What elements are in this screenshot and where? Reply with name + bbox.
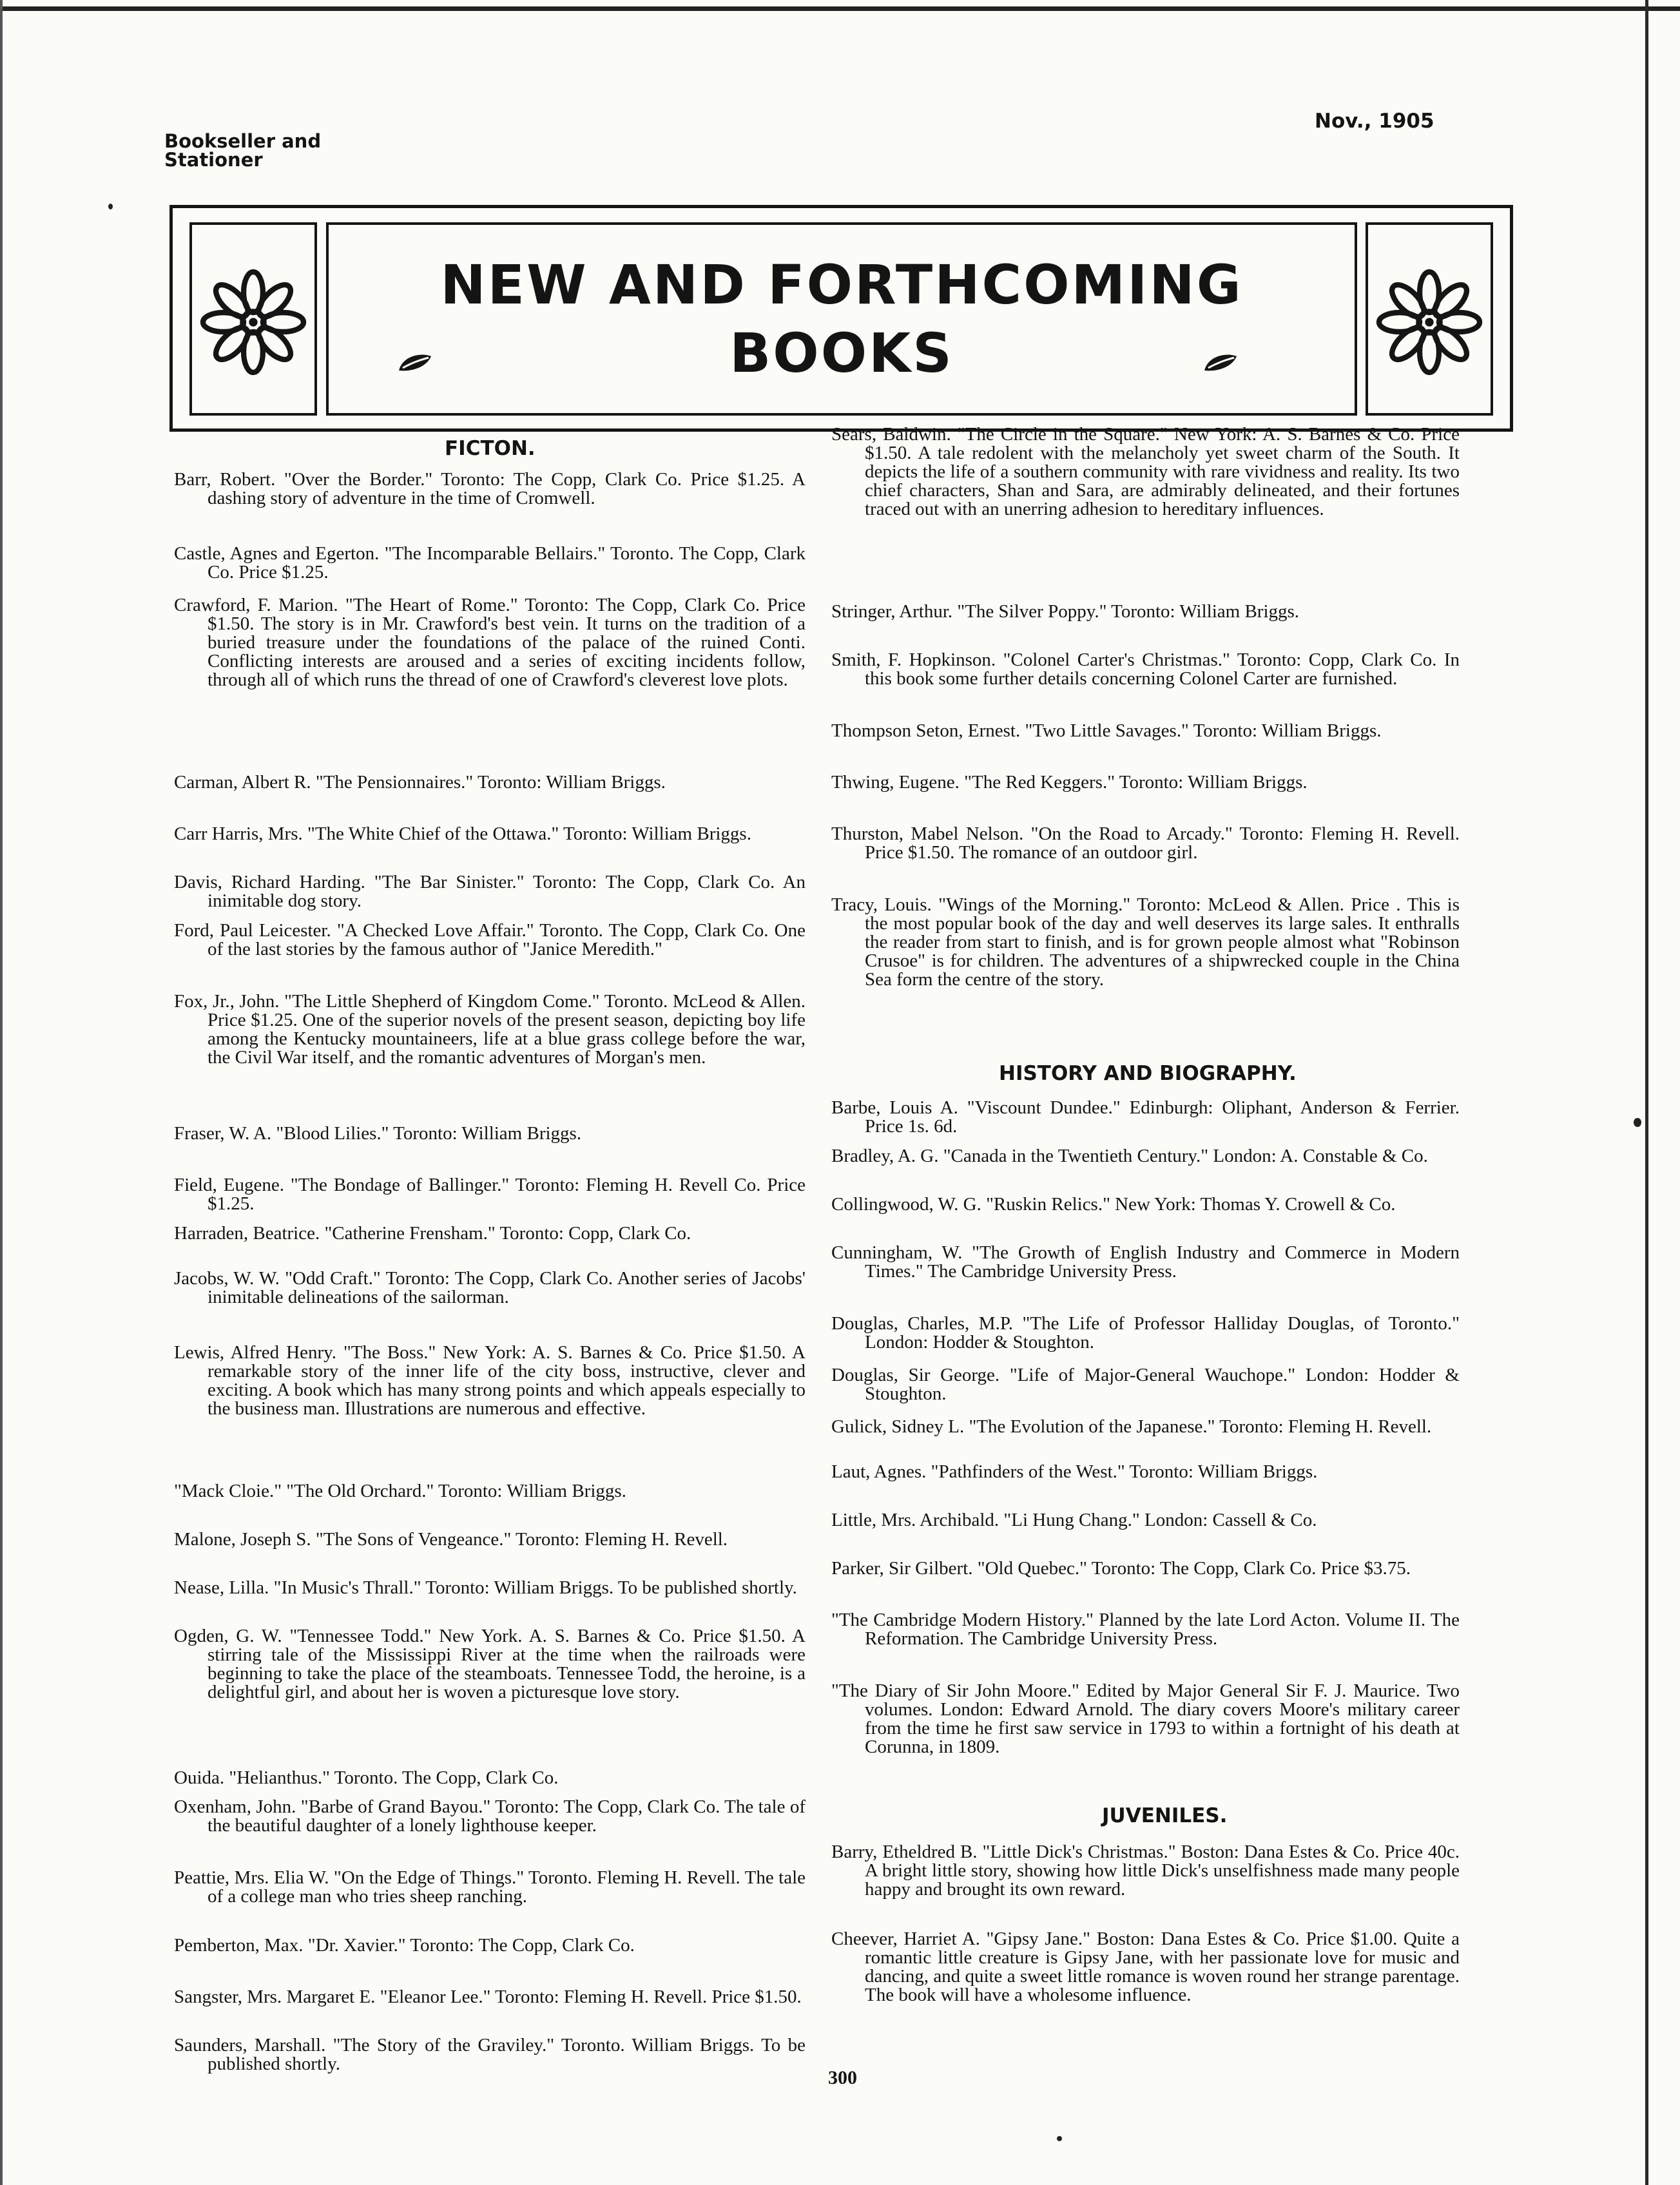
book-entry: Thurston, Mabel Nelson. "On the Road to Arcady." Toronto: Fleming H. Revell. Price $1.50. The romance of an outdoor girl. xyxy=(831,823,1460,863)
book-entry: Field, Eugene. "The Bondage of Ballinger." Toronto: Fleming H. Revell Co. Price $1.25. xyxy=(174,1175,806,1214)
banner-title: NEW AND FORTHCOMING xyxy=(440,253,1243,316)
book-entry: Collingwood, W. G. "Ruskin Relics." New York: Thomas Y. Crowell & Co. xyxy=(831,1194,1396,1215)
book-entry: Smith, F. Hopkinson. "Colonel Carter's Christmas." Toronto: Copp, Clark Co. In this book some further details concerning Colonel Carter are furnished. xyxy=(831,650,1460,689)
book-entry: Oxenham, John. "Barbe of Grand Bayou." Toronto: The Copp, Clark Co. The tale of the beautiful daughter of a lonely lighthouse keeper. xyxy=(174,1796,806,1836)
book-entry: Cheever, Harriet A. "Gipsy Jane." Boston: Dana Estes & Co. Price $1.00. Quite a romantic little creature is Gipsy Jane, with her passionate love for music and dancing, and quite a sweet little romance is woven round her strange parentage. The book will have a wholesome influence. xyxy=(831,1929,1460,2005)
book-entry: Douglas, Charles, M.P. "The Life of Professor Halliday Douglas, of Toronto." London: Hodder & Stoughton. xyxy=(831,1313,1460,1352)
book-entry: Sangster, Mrs. Margaret E. "Eleanor Lee." Toronto: Fleming H. Revell. Price $1.50. xyxy=(174,1987,802,2007)
book-entry: Gulick, Sidney L. "The Evolution of the Japanese." Toronto: Fleming H. Revell. xyxy=(831,1416,1432,1437)
book-entry: Fox, Jr., John. "The Little Shepherd of Kingdom Come." Toronto. McLeod & Allen. Price $1.25. One of the superior novels of the present season, depicting boy life among the Kentucky mountaineers, life at a blue grass college before the war, the Civil War itself, and the romantic adventures of Morgan's men. xyxy=(174,991,806,1068)
book-entry: Thompson Seton, Ernest. "Two Little Savages." Toronto: William Briggs. xyxy=(831,720,1382,741)
book-entry: Crawford, F. Marion. "The Heart of Rome." Toronto: The Copp, Clark Co. Price $1.50. The story is in Mr. Crawford's best vein. It turns on the tradition of a buried treasure under the foundations of the palace of the ruined Conti. Conflicting interests are aroused and a series of exciting incidents follow, through all of which runs the thread of one of Crawford's cleverest love plots. xyxy=(174,595,806,690)
book-entry: Cunningham, W. "The Growth of English Industry and Commerce in Modern Times." The Cambridge University Press. xyxy=(831,1242,1460,1282)
book-entry: Tracy, Louis. "Wings of the Morning." Toronto: McLeod & Allen. Price . This is the most popular book of the day and well deserves its large sales. It enthralls the reader from start to finish, and is for grown people almost what "Robinson Crusoe" is for children. The adventures of a shipwrecked couple in the China Sea form the centre of the story. xyxy=(831,894,1460,990)
top-rule xyxy=(0,6,1680,11)
banner-title-box xyxy=(326,222,1357,416)
page-number: 300 xyxy=(828,2067,857,2088)
book-entry: Stringer, Arthur. "The Silver Poppy." Toronto: William Briggs. xyxy=(831,601,1300,622)
book-entry: "The Cambridge Modern History." Planned by the late Lord Acton. Volume II. The Reformation. The Cambridge University Press. xyxy=(831,1610,1460,1649)
book-entry: Davis, Richard Harding. "The Bar Sinister." Toronto: The Copp, Clark Co. An inimitable dog story. xyxy=(174,872,806,911)
banner-subtitle: BOOKS xyxy=(729,322,954,385)
book-entry: Sears, Baldwin. "The Circle in the Square." New York: A. S. Barnes & Co. Price $1.50. A tale redolent with the melancholy yet sweet charm of the South. It depicts the life of a southern community with rare vividness and reality. Its two chief characters, Shan and Sara, are admirably delineated, and their fortunes traced out with an unerring adhesion to hereditary influences. xyxy=(831,424,1460,519)
flower-ornament-right xyxy=(1366,222,1493,416)
publication-name: Bookseller and Stationer xyxy=(164,130,322,171)
book-entry: Laut, Agnes. "Pathfinders of the West." Toronto: William Briggs. xyxy=(831,1461,1318,1482)
right-edge xyxy=(1645,0,1648,2185)
book-entry: Bradley, A. G. "Canada in the Twentieth Century." London: A. Constable & Co. xyxy=(831,1146,1428,1166)
book-entry: Barr, Robert. "Over the Border." Toronto: The Copp, Clark Co. Price $1.25. A dashing story of adventure in the time of Cromwell. xyxy=(174,469,806,508)
book-entry: Peattie, Mrs. Elia W. "On the Edge of Things." Toronto. Fleming H. Revell. The tale of a college man who tries sheep ranching. xyxy=(174,1867,806,1907)
book-entry: Carman, Albert R. "The Pensionnaires." Toronto: William Briggs. xyxy=(174,772,666,793)
ink-speck xyxy=(1057,2136,1062,2141)
book-entry: Douglas, Sir George. "Life of Major-General Wauchope." London: Hodder & Stoughton. xyxy=(831,1365,1460,1404)
ink-speck xyxy=(108,204,113,209)
book-entry: Nease, Lilla. "In Music's Thrall." Toronto: William Briggs. To be published shortly. xyxy=(174,1577,797,1598)
book-entry: Barry, Etheldred B. "Little Dick's Christmas." Boston: Dana Estes & Co. Price 40c. A bright little story, showing how little Dick's unselfishness made many people happy and brought its own reward. xyxy=(831,1842,1460,1900)
book-entry: Jacobs, W. W. "Odd Craft." Toronto: The Copp, Clark Co. Another series of Jacobs' inimitable delineations of the sailorman. xyxy=(174,1268,806,1307)
book-entry: Malone, Joseph S. "The Sons of Vengeance." Toronto: Fleming H. Revell. xyxy=(174,1529,728,1550)
ink-speck xyxy=(1634,1118,1641,1127)
book-entry: Lewis, Alfred Henry. "The Boss." New York: A. S. Barnes & Co. Price $1.50. A remarkable story of the inner life of the city boss, instructive, clever and exciting. A book which has many strong points and which appeals especially to the business man. Illustrations are numerous and effective. xyxy=(174,1342,806,1419)
section-heading-fiction: FICTON. xyxy=(445,437,536,460)
title-banner xyxy=(169,205,1513,432)
book-entry: Castle, Agnes and Egerton. "The Incomparable Bellairs." Toronto. The Copp, Clark Co. Price $1.25. xyxy=(174,543,806,582)
book-entry: Saunders, Marshall. "The Story of the Graviley." Toronto. William Briggs. To be published shortly. xyxy=(174,2035,806,2074)
issue-date: Nov., 1905 xyxy=(1315,110,1434,133)
book-entry: Pemberton, Max. "Dr. Xavier." Toronto: The Copp, Clark Co. xyxy=(174,1935,635,1956)
leaf-icon xyxy=(1202,351,1239,373)
leaf-icon xyxy=(396,351,434,373)
section-heading-history: HISTORY AND BIOGRAPHY. xyxy=(999,1062,1297,1085)
book-entry: Ford, Paul Leicester. "A Checked Love Affair." Toronto. The Copp, Clark Co. One of the last stories by the famous author of "Janice Meredith." xyxy=(174,920,806,959)
left-edge xyxy=(0,0,3,2185)
book-entry: Ouida. "Helianthus." Toronto. The Copp, Clark Co. xyxy=(174,1767,559,1788)
book-entry: Fraser, W. A. "Blood Lilies." Toronto: William Briggs. xyxy=(174,1123,582,1144)
book-entry: Little, Mrs. Archibald. "Li Hung Chang." London: Cassell & Co. xyxy=(831,1510,1317,1530)
book-entry: Ogden, G. W. "Tennessee Todd." New York. A. S. Barnes & Co. Price $1.50. A stirring tale of the Mississippi River at the time when the railroads were beginning to take the place of the steamboats. Tennessee Todd, the heroine, is a delightful girl, and about her is woven a picturesque love story. xyxy=(174,1626,806,1702)
book-entry: "The Diary of Sir John Moore." Edited by Major General Sir F. J. Maurice. Two volumes. London: Edward Arnold. The diary covers Moore's military career from the time he first saw service in 1793 to within a fortnight of his death at Corunna, in 1809. xyxy=(831,1680,1460,1757)
book-entry: Carr Harris, Mrs. "The White Chief of the Ottawa." Toronto: William Briggs. xyxy=(174,823,751,844)
book-entry: Parker, Sir Gilbert. "Old Quebec." Toronto: The Copp, Clark Co. Price $3.75. xyxy=(831,1558,1411,1579)
book-entry: Barbe, Louis A. "Viscount Dundee." Edinburgh: Oliphant, Anderson & Ferrier. Price 1s. 6d. xyxy=(831,1097,1460,1137)
book-entry: Harraden, Beatrice. "Catherine Frensham." Toronto: Copp, Clark Co. xyxy=(174,1223,691,1244)
flower-ornament-left xyxy=(189,222,317,416)
section-heading-juveniles: JUVENILES. xyxy=(1102,1804,1228,1827)
flower-icon xyxy=(200,269,307,376)
flower-icon xyxy=(1376,269,1483,376)
book-entry: "Mack Cloie." "The Old Orchard." Toronto: William Briggs. xyxy=(174,1481,626,1501)
book-entry: Thwing, Eugene. "The Red Keggers." Toronto: William Briggs. xyxy=(831,772,1308,793)
